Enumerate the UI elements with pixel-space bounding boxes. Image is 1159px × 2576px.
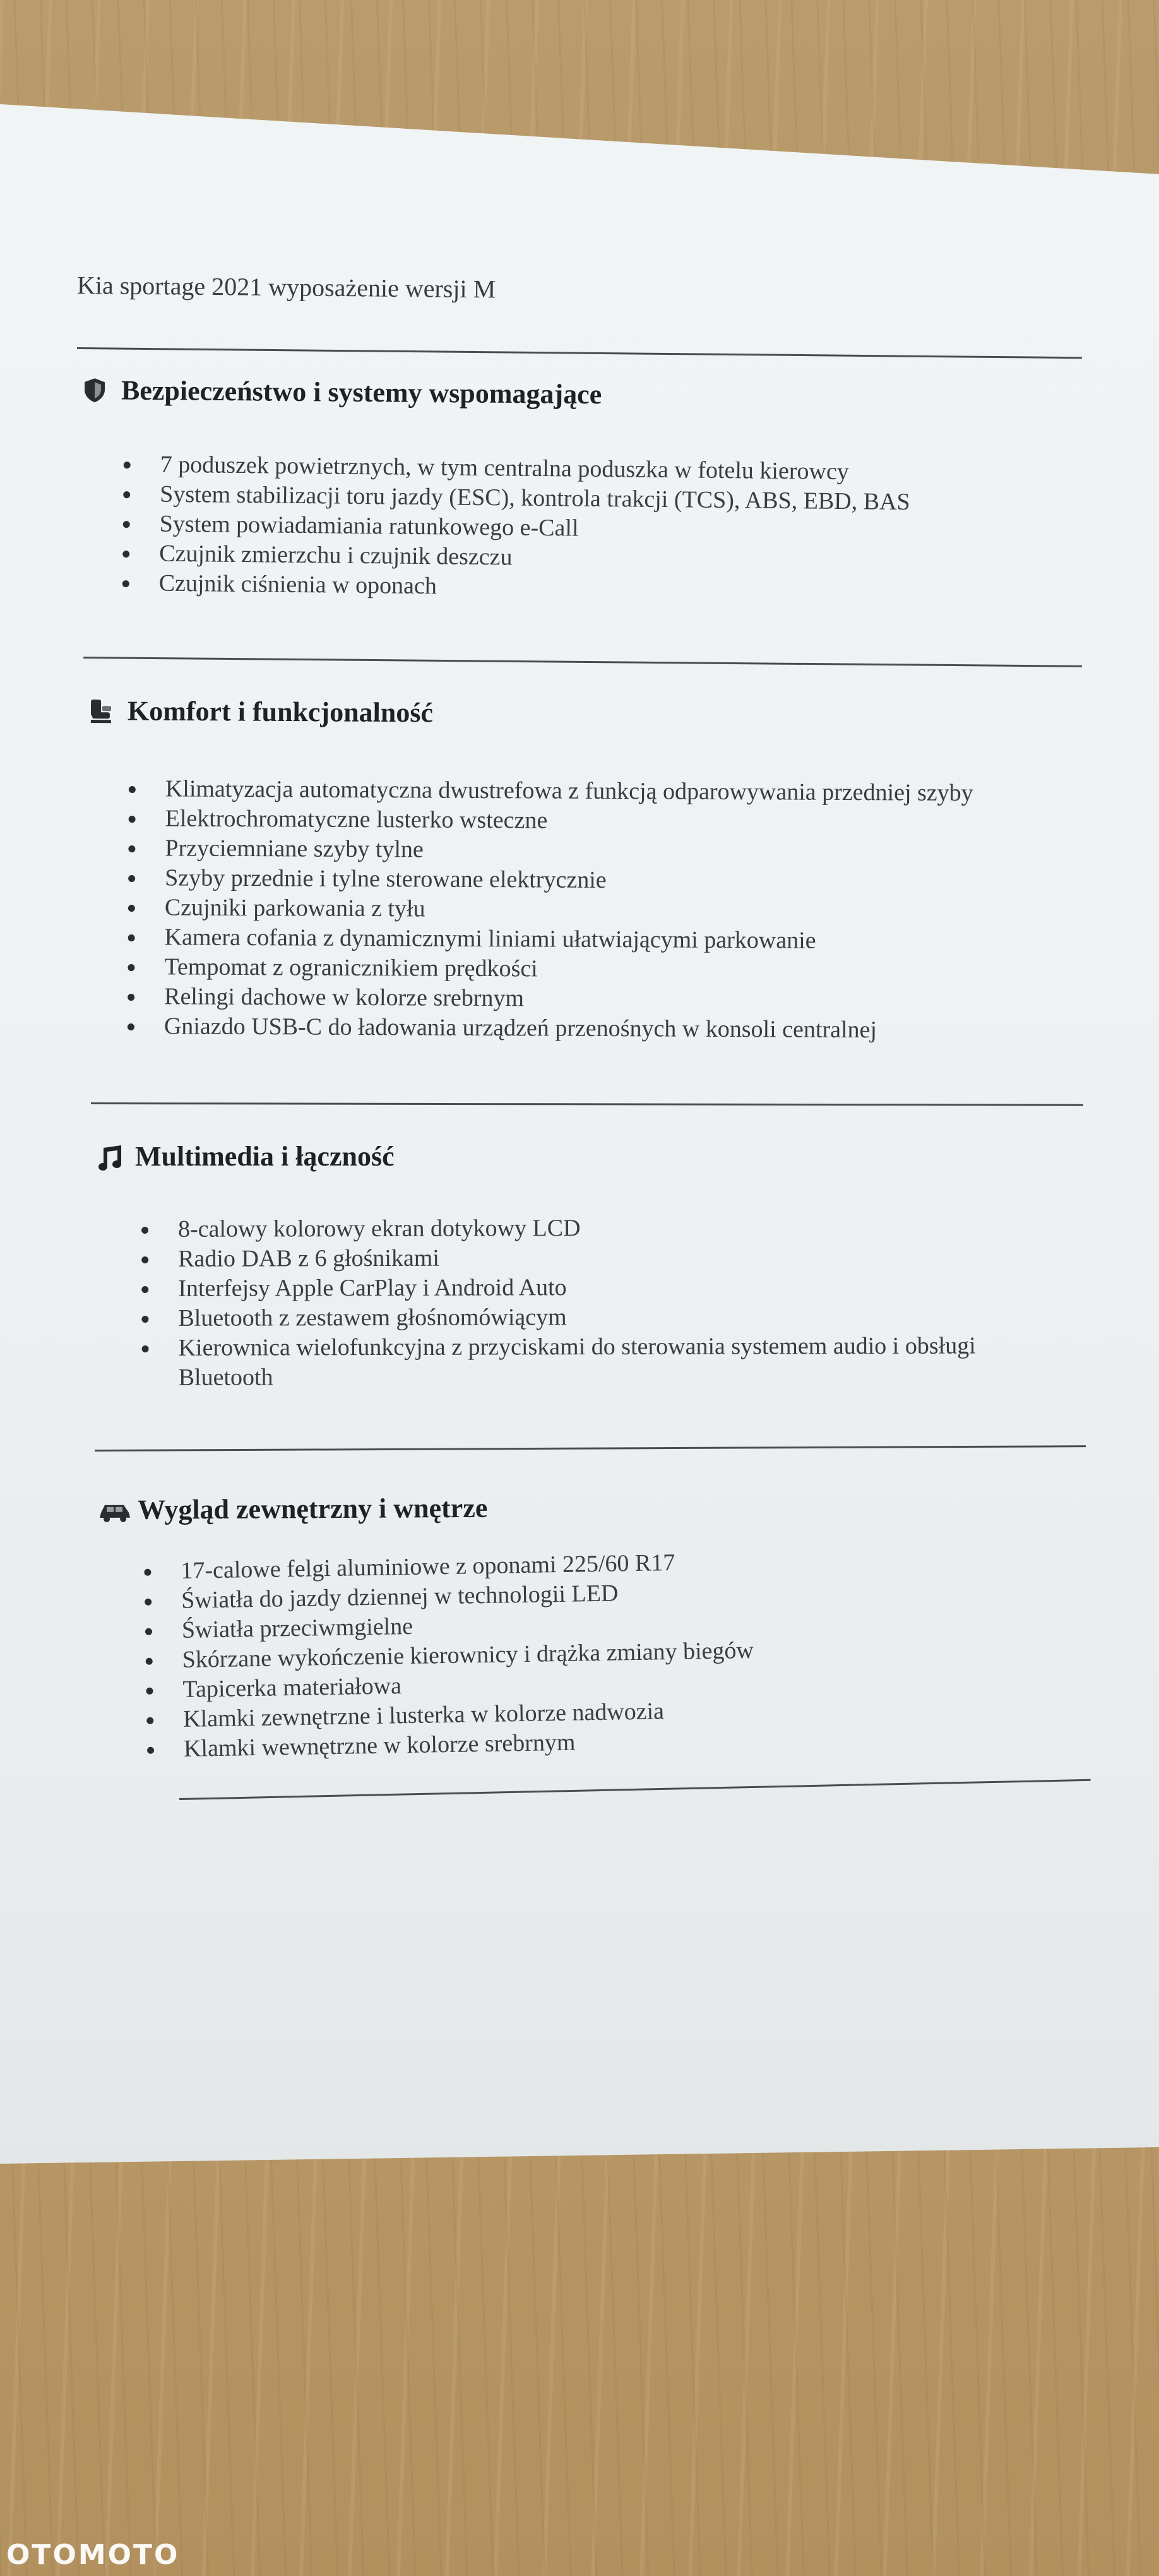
section-header-exterior [97, 1492, 488, 1526]
list-item: Bluetooth z zestawem głośnomówiącym [138, 1302, 975, 1333]
list-item: Klimatyzacja automatyczna dwustrefowa z funkcją odparowywania przedniej szyby [125, 774, 973, 808]
section-title: Multimedia i łączność [135, 1141, 395, 1172]
list-item: Szyby przednie i tylne sterowane elektrycznie [124, 863, 973, 897]
list-item: Tapicerka materiałowa [142, 1666, 754, 1705]
section-divider [95, 1445, 1086, 1452]
section-title: Wygląd zewnętrzny i wnętrze [137, 1492, 488, 1525]
section-divider [179, 1779, 1091, 1800]
list-item: Klamki zewnętrzne i lusterka w kolorze nadwozia [143, 1695, 755, 1735]
list-item: Radio DAB z 6 głośnikami [138, 1243, 975, 1274]
list-item: 8-calowy kolorowy ekran dotykowy LCD [138, 1213, 975, 1244]
list-item: Światła do jazdy dziennej w technologii LED [141, 1577, 753, 1616]
document-title: Kia sportage 2021 wyposażenie wersji M [76, 271, 496, 304]
list-item: 17-calowe felgi aluminiowe z oponami 225/60 R17 [140, 1547, 752, 1587]
feature-list-safety [119, 450, 911, 606]
title-divider [77, 347, 1082, 359]
list-item: Czujniki parkowania z tyłu [124, 893, 973, 927]
list-item: Skórzane wykończenie kierownicy i drążka zmiany biegów [141, 1636, 754, 1676]
section-title: Komfort i funkcjonalność [127, 695, 434, 729]
section-header-comfort [87, 695, 433, 729]
list-item: Gniazdo USB-C do ładowania urządzeń przenośnych w konsoli centralnej [124, 1011, 972, 1046]
otomoto-watermark: OTOMOTO [6, 2539, 180, 2571]
car-seat-icon [87, 697, 115, 725]
list-item: Klamki wewnętrzne w kolorze srebrnym [143, 1725, 756, 1765]
list-item: Relingi dachowe w kolorze srebrnym [124, 982, 972, 1016]
list-item: 7 poduszek powietrznych, w tym centralna poduszka w fotelu kierowcy [120, 450, 911, 487]
list-item-line: Kierownica wielofunkcyjna z przyciskami do sterowania systemem audio i obsługi [178, 1332, 976, 1361]
list-item: Kamera cofania z dynamicznymi liniami ułatwiającymi parkowanie [124, 922, 973, 957]
list-item [138, 1332, 975, 1393]
list-item: Tempomat z ogranicznikiem prędkości [124, 952, 972, 986]
section-divider [83, 657, 1082, 667]
section-divider [91, 1102, 1083, 1106]
shield-icon [81, 376, 109, 404]
section-header-safety [81, 374, 602, 410]
feature-list-exterior [140, 1547, 756, 1765]
section-title: Bezpieczeństwo i systemy wspomagające [121, 374, 602, 410]
feature-list-comfort [124, 774, 973, 1046]
car-icon [97, 1496, 125, 1524]
list-item: Interfejsy Apple CarPlay i Android Auto [138, 1272, 975, 1304]
section-header-multimedia [95, 1140, 395, 1172]
list-item: Czujnik ciśnienia w oponach [119, 568, 910, 606]
music-note-icon [95, 1143, 122, 1171]
list-item-continuation: Bluetooth [178, 1364, 273, 1391]
feature-list-multimedia [138, 1213, 976, 1393]
list-item: Światła przeciwmgielne [141, 1606, 754, 1646]
list-item: System stabilizacji toru jazdy (ESC), kontrola trakcji (TCS), ABS, EBD, BAS [119, 479, 910, 517]
list-item: Przyciemniane szyby tylne [124, 833, 973, 868]
list-item: Czujnik zmierzchu i czujnik deszczu [119, 539, 910, 576]
list-item: System powiadamiania ratunkowego e-Call [119, 509, 910, 547]
list-item: Elektrochromatyczne lusterko wsteczne [125, 804, 973, 838]
